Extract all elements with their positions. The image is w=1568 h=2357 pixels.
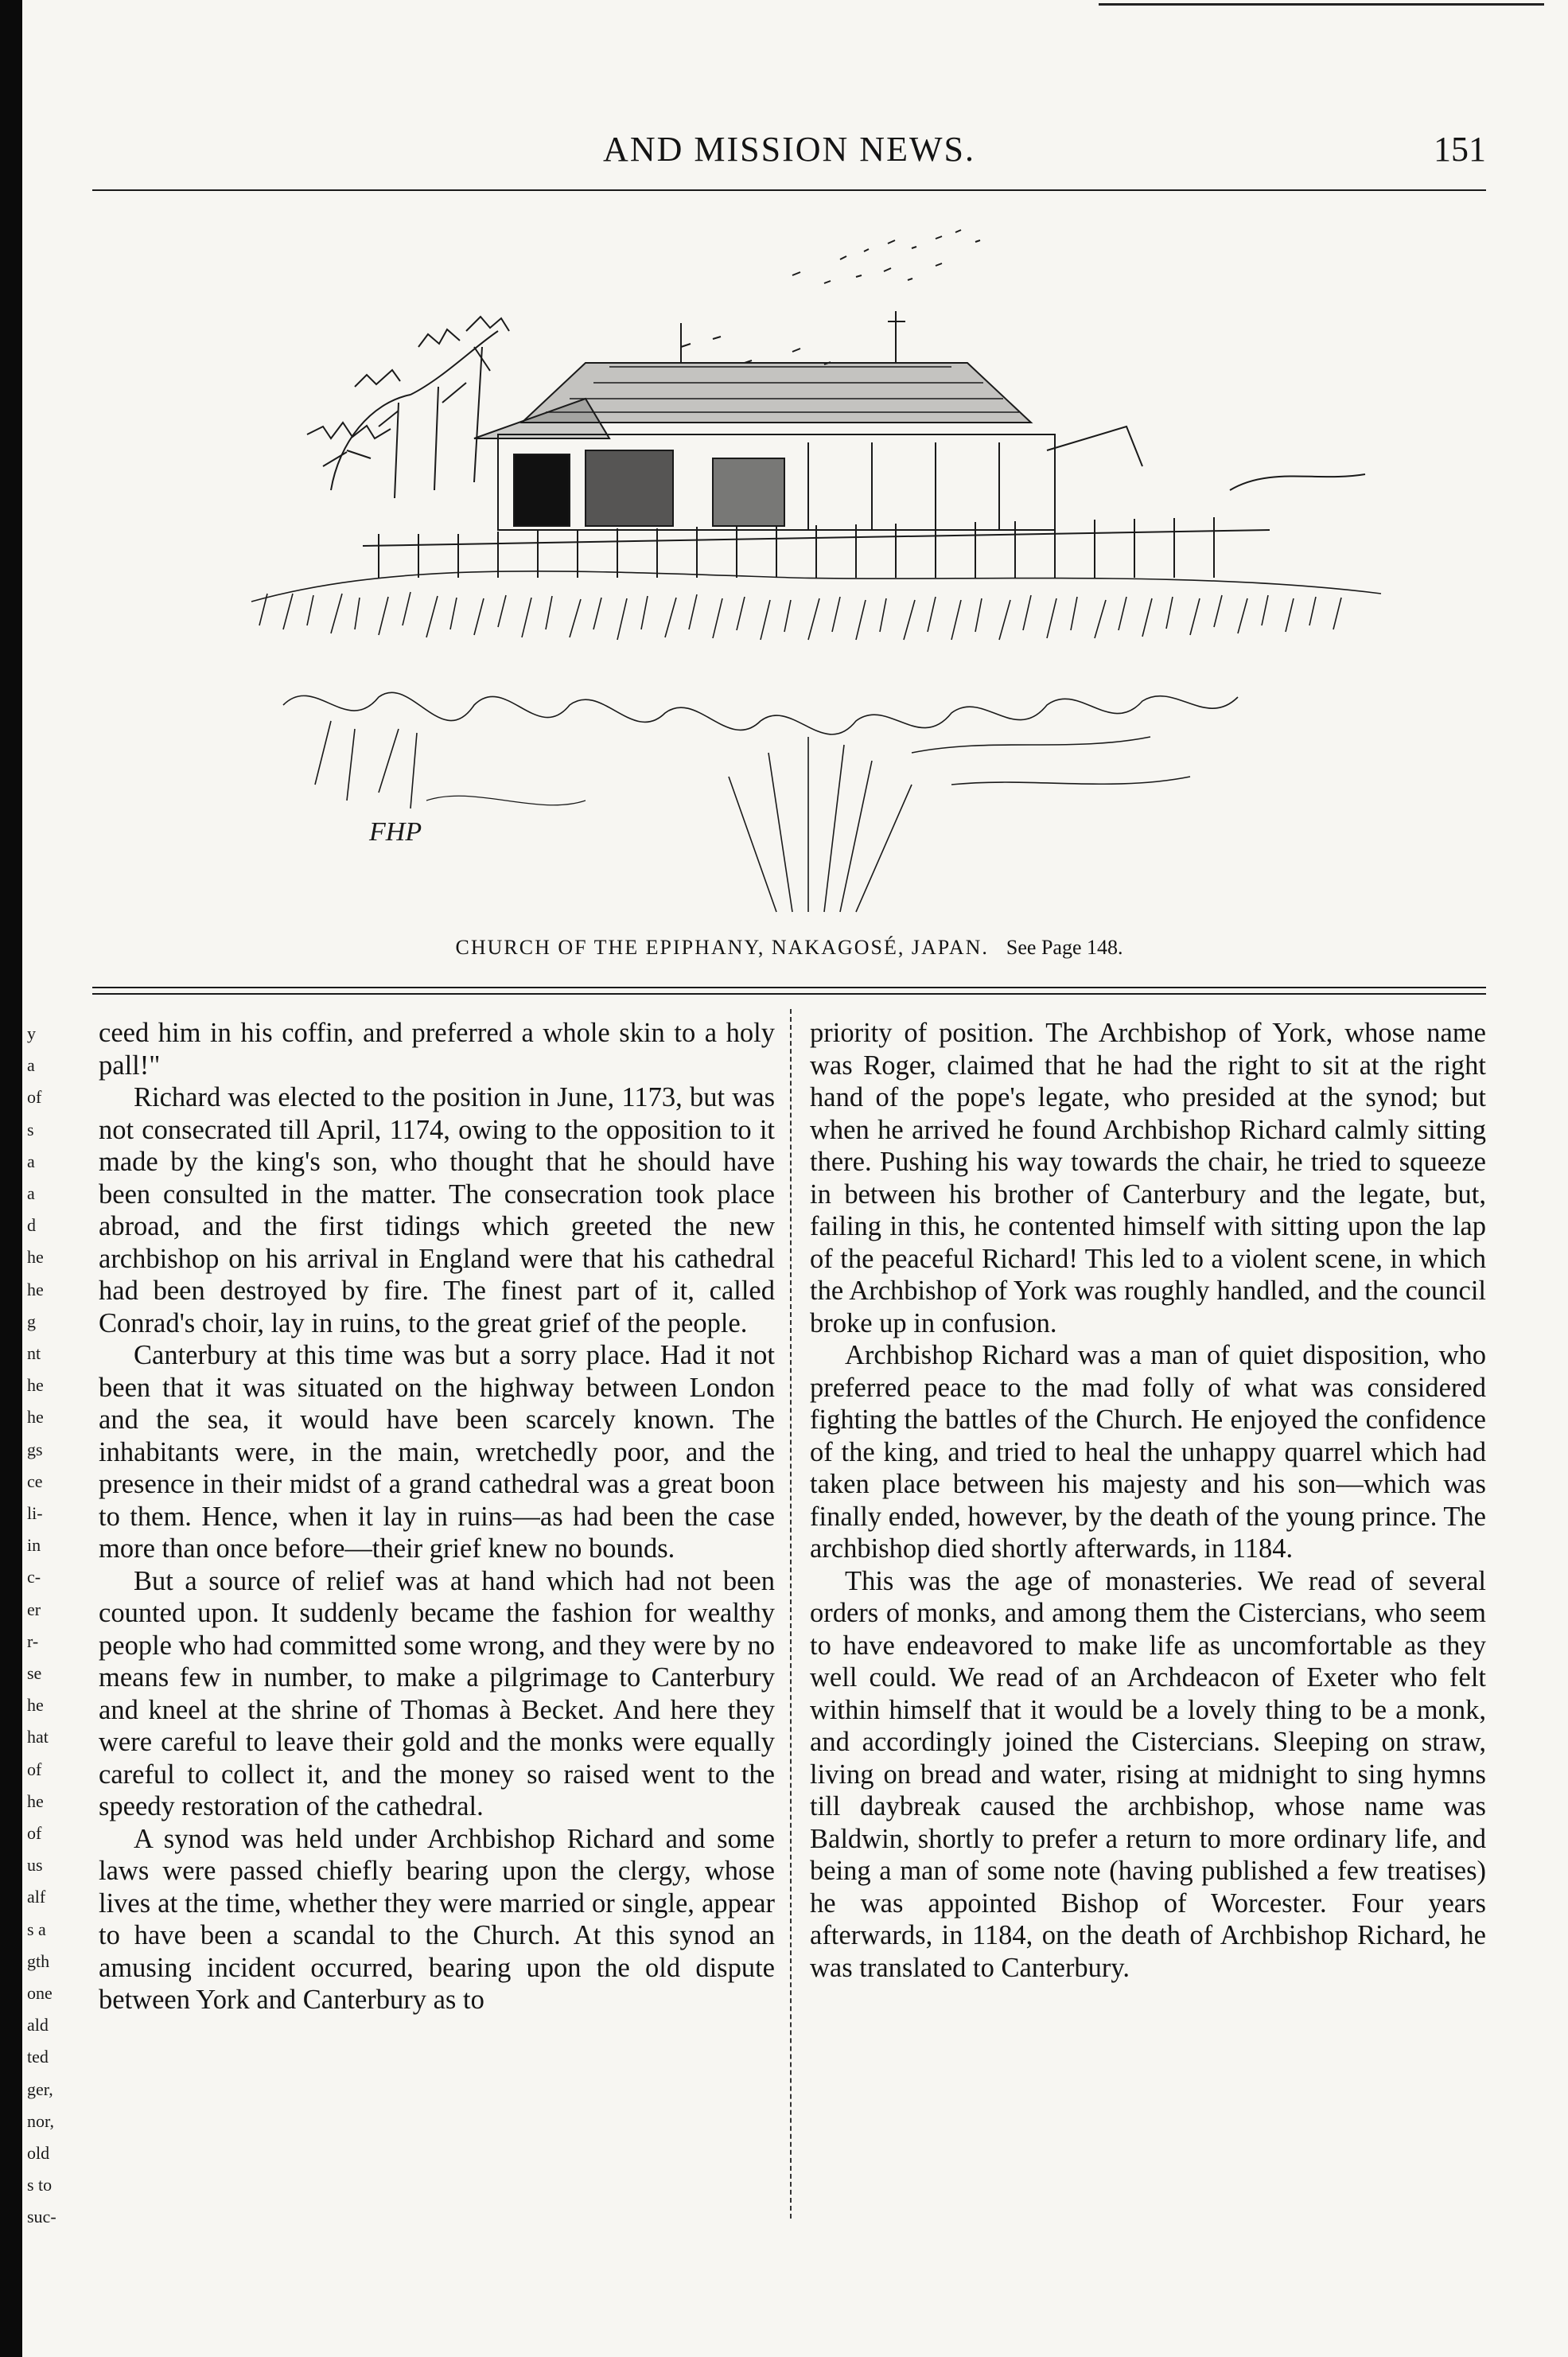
trees-sketch (307, 317, 509, 498)
top-edge-rule (1099, 3, 1544, 6)
gutter-fragment: in (27, 1535, 41, 1556)
page-number: 151 (1434, 130, 1486, 169)
gutter-fragment: he (27, 1790, 44, 1811)
gutter-fragment: ald (27, 2015, 49, 2036)
gutter-fragment: a (27, 1055, 35, 1076)
gutter-fragment: of (27, 1759, 42, 1779)
gutter-fragment: a (27, 1183, 35, 1203)
gutter-fragment: old (27, 2143, 50, 2163)
caption-page-ref: See Page 148. (1006, 936, 1123, 959)
column-divider (790, 1009, 792, 2219)
left-column (99, 1017, 775, 2016)
gutter-fragment: ce (27, 1471, 43, 1491)
gutter-fragment: ger, (27, 2078, 53, 2099)
caption-title: CHURCH OF THE EPIPHANY, NAKAGOSÉ, JAPAN. (455, 936, 989, 959)
header-rule (92, 189, 1486, 191)
gutter-fragment: s (27, 1119, 34, 1140)
left-paragraph-5: A synod was held under Archbishop Richard and some laws were passed chiefly bearing upon the clergy, whose lives at the time, whether they were married or single, appear to have been a scandal to the Church. At this synod an amusing incident occurred, bearing upon the old dispute between York and Canterbury as to (99, 1823, 775, 2015)
gutter-fragment: c- (27, 1567, 41, 1588)
gutter-fragment: of (27, 1087, 42, 1108)
gutter-fragment: nor, (27, 2110, 54, 2131)
gutter-fragment: ted (27, 2047, 49, 2067)
right-paragraph-2: Archbishop Richard was a man of quiet disposition, who preferred peace to the mad folly of what was considered fighting the battles of the Church. He enjoyed the confidence of the king, and tried to heal the unhappy quarrel which had taken place between his majesty and his son—which was finally ended, however, by the death of the young prince. The archbishop died shortly afterwards, in 1184. (810, 1340, 1486, 1564)
gutter-fragment: one (27, 1983, 53, 2003)
gutter-fragment: he (27, 1247, 44, 1268)
running-title: AND MISSION NEWS. (603, 130, 975, 169)
gutter-fragment: a (27, 1151, 35, 1171)
gutter-fragment: nt (27, 1343, 41, 1363)
gutter-fragment: gth (27, 1950, 50, 1971)
gutter-fragment: d (27, 1215, 36, 1236)
caption-rule-bottom (92, 993, 1486, 995)
left-paragraph-4: But a source of relief was at hand which had not been counted upon. It suddenly became the fashion for wealthy people who had committed some wrong, and they were by no means few in number, to make a pilgrimage to Canterbury and kneel at the shrine of Thomas à Becket. And here they were careful to leave their gold and the monks were equally careful to collect it, and the money so raised went to the speedy restoration of the cathedral. (99, 1565, 775, 1821)
artist-signature: FHP (369, 817, 422, 847)
gutter-fragment: s to (27, 2175, 53, 2195)
gutter-fragment: gs (27, 1439, 43, 1459)
gutter-fragment: us (27, 1855, 43, 1876)
gutter-fragment: he (27, 1695, 44, 1716)
right-paragraph-3: This was the age of monasteries. We read of several orders of monks, and among them the Cistercians, who seem to have endeavored to make life as uncomfortable as they well could. We read of an Archdeacon of Exeter who felt within himself that it would be a lovely thing to be a monk, and accordingly joined the Cistercians. Sleeping on straw, living on bread and water, rising at midnight to sing hymns till daybreak caused the archbishop, whose name was Baldwin, shortly to prefer a return to more ordinary life, and being a man of some note (having published a few treatises) he was appointed Bishop of Worcester. Four years afterwards, in 1184, on the death of Archbishop Richard, he was translated to Canterbury. (810, 1565, 1486, 1983)
left-paragraph-1: ceed him in his coffin, and preferred a whole skin to a holy pall!" (99, 1018, 775, 1081)
gutter-fragment: li- (27, 1503, 43, 1523)
gutter-fragment: s a (27, 1919, 46, 1939)
house-sketch (474, 311, 1142, 530)
birds-sketch (681, 230, 980, 364)
grass-sketch (251, 571, 1381, 912)
gutter-fragment: y (27, 1023, 36, 1043)
binding-edge (0, 0, 22, 2357)
church-illustration (235, 228, 1397, 925)
figure-caption (92, 936, 1486, 960)
facing-page-fragments (22, 0, 60, 2357)
gutter-fragment: suc- (27, 2207, 56, 2227)
right-column (810, 1017, 1486, 1984)
gutter-fragment: hat (27, 1727, 49, 1747)
left-paragraph-3: Canterbury at this time was but a sorry place. Had it not been that it was situated on the highway between London and the sea, it would have been scarcely known. The inhabitants were, in the main, wretchedly poor, and the presence in their midst of a grand cathedral was a great boon to them. Hence, when it lay in ruins—as had been the case more than once before—their grief knew no bounds. (99, 1340, 775, 1564)
gutter-fragment: se (27, 1663, 42, 1683)
gutter-fragment: r- (27, 1630, 39, 1651)
left-paragraph-2: Richard was elected to the position in June, 1173, but was not consecrated till April, 1174, owing to the opposition to it made by the king's son, who thought that he should have been consulted in the matter. The consecration took place abroad, and the first tidings which greeted the new archbishop on his arrival in England were that his cathedral had been destroyed by fire. The finest part of it, called Conrad's choir, lay in ruins, to the great grief of the people. (99, 1082, 775, 1338)
gutter-fragment: er (27, 1599, 41, 1619)
gutter-fragment: he (27, 1279, 44, 1299)
caption-rule-top (92, 987, 1486, 988)
running-header (92, 129, 1486, 186)
gutter-fragment: he (27, 1407, 44, 1428)
gutter-fragment: alf (27, 1887, 46, 1907)
gutter-fragment: he (27, 1375, 44, 1396)
gutter-fragment: of (27, 1823, 42, 1843)
right-paragraph-1: priority of position. The Archbishop of York, whose name was Roger, claimed that he had the right to sit at the right hand of the pope's legate, who presided at the synod; but when he arrived he found Archbishop Richard calmly sitting there. Pushing his way towards the chair, he tried to squeeze in between his brother of Canterbury and the legate, but, failing in this, he contented himself with sitting upon the lap of the peaceful Richard! This led to a violent scene, in which the Archbishop of York was roughly handled, and the council broke up in confusion. (810, 1018, 1486, 1338)
gutter-fragment: g (27, 1311, 36, 1331)
